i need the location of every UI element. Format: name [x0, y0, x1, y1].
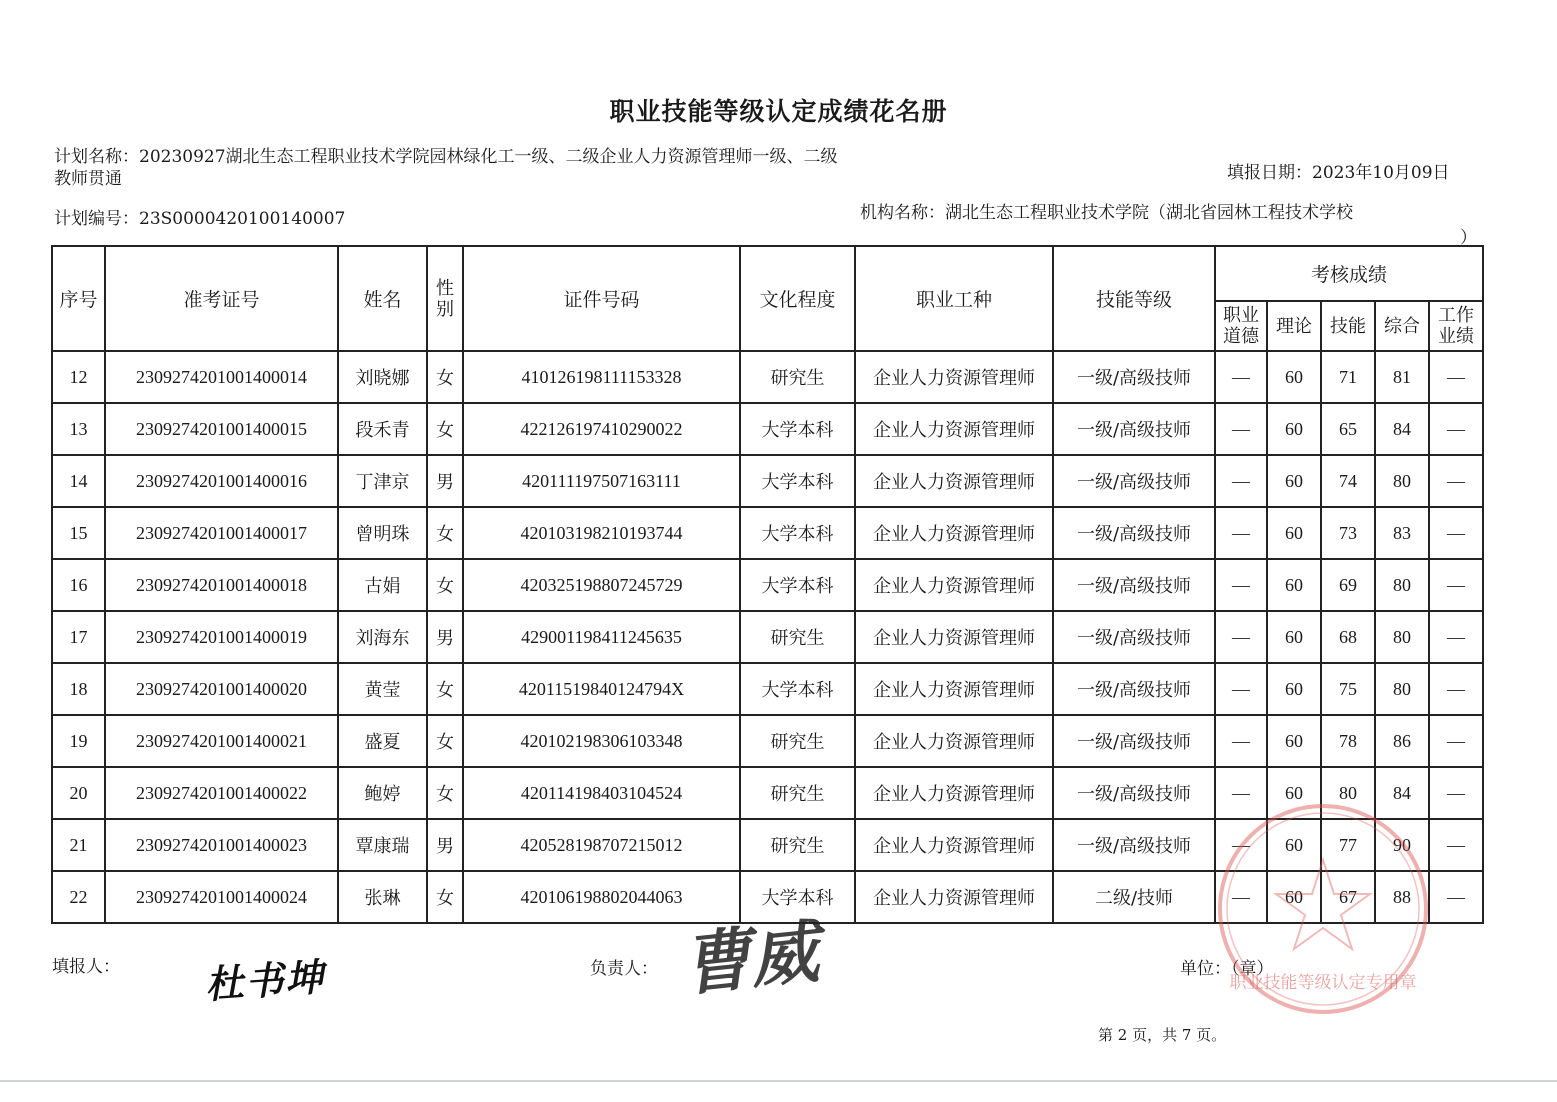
cell-id-no: 420102198306103348 [463, 715, 740, 767]
cell-gender: 男 [427, 819, 463, 871]
cell-ticket: 2309274201001400016 [105, 455, 338, 507]
cell-id-no: 410126198111153328 [463, 351, 740, 403]
cell-ethics: — [1215, 507, 1267, 559]
cell-education: 大学本科 [740, 871, 855, 923]
cell-work: — [1429, 715, 1483, 767]
table-row [52, 559, 1483, 611]
cell-overall: 84 [1375, 767, 1429, 819]
cell-skill: 69 [1321, 559, 1375, 611]
cell-ethics: — [1215, 663, 1267, 715]
cell-seq: 16 [52, 559, 105, 611]
table-row [52, 663, 1483, 715]
cell-theory: 60 [1267, 559, 1321, 611]
header-id-no: 证件号码 [463, 246, 740, 351]
cell-id-no: 429001198411245635 [463, 611, 740, 663]
cell-overall: 84 [1375, 403, 1429, 455]
cell-id-no: 420103198210193744 [463, 507, 740, 559]
cell-education: 大学本科 [740, 403, 855, 455]
cell-gender: 女 [427, 559, 463, 611]
cell-ethics: — [1215, 819, 1267, 871]
cell-occupation: 企业人力资源管理师 [855, 819, 1053, 871]
cell-work: — [1429, 559, 1483, 611]
cell-skill: 71 [1321, 351, 1375, 403]
cell-gender: 女 [427, 403, 463, 455]
head-label: 负责人： [590, 959, 658, 979]
score-roster-table [51, 245, 1484, 924]
cell-occupation: 企业人力资源管理师 [855, 611, 1053, 663]
cell-gender: 女 [427, 871, 463, 923]
cell-skill: 73 [1321, 507, 1375, 559]
header-education: 文化程度 [740, 246, 855, 351]
cell-gender: 女 [427, 507, 463, 559]
cell-theory: 60 [1267, 611, 1321, 663]
filler-signature: 杜书坤 [203, 953, 327, 1008]
cell-overall: 88 [1375, 871, 1429, 923]
cell-skill: 68 [1321, 611, 1375, 663]
plan-code: 计划编号：23S0000420100140007 [54, 209, 346, 229]
cell-seq: 14 [52, 455, 105, 507]
table-row [52, 507, 1483, 559]
cell-work: — [1429, 871, 1483, 923]
cell-ticket: 2309274201001400019 [105, 611, 338, 663]
cell-level: 一级/高级技师 [1053, 819, 1215, 871]
cell-id-no: 42011519840124794X [463, 663, 740, 715]
cell-skill: 78 [1321, 715, 1375, 767]
cell-gender: 女 [427, 351, 463, 403]
cell-ethics: — [1215, 351, 1267, 403]
cell-work: — [1429, 403, 1483, 455]
table-row [52, 611, 1483, 663]
cell-overall: 90 [1375, 819, 1429, 871]
cell-gender: 女 [427, 663, 463, 715]
cell-work: — [1429, 507, 1483, 559]
cell-occupation: 企业人力资源管理师 [855, 403, 1053, 455]
cell-name: 覃康瑞 [338, 819, 427, 871]
cell-level: 一级/高级技师 [1053, 767, 1215, 819]
cell-ethics: — [1215, 559, 1267, 611]
cell-overall: 80 [1375, 559, 1429, 611]
cell-theory: 60 [1267, 819, 1321, 871]
cell-seq: 22 [52, 871, 105, 923]
cell-id-no: 420111197507163111 [463, 455, 740, 507]
cell-level: 一级/高级技师 [1053, 351, 1215, 403]
header-occupation: 职业工种 [855, 246, 1053, 351]
cell-occupation: 企业人力资源管理师 [855, 351, 1053, 403]
header-overall: 综合 [1375, 301, 1429, 351]
cell-occupation: 企业人力资源管理师 [855, 715, 1053, 767]
cell-ticket: 2309274201001400023 [105, 819, 338, 871]
cell-id-no: 420106198802044063 [463, 871, 740, 923]
cell-work: — [1429, 767, 1483, 819]
cell-education: 研究生 [740, 767, 855, 819]
cell-overall: 81 [1375, 351, 1429, 403]
cell-level: 二级/技师 [1053, 871, 1215, 923]
cell-theory: 60 [1267, 663, 1321, 715]
header-name: 姓名 [338, 246, 427, 351]
cell-name: 刘晓娜 [338, 351, 427, 403]
cell-seq: 20 [52, 767, 105, 819]
cell-name: 黄莹 [338, 663, 427, 715]
cell-seq: 15 [52, 507, 105, 559]
header-scores: 考核成绩 [1215, 246, 1483, 301]
cell-gender: 男 [427, 455, 463, 507]
cell-name: 鲍婷 [338, 767, 427, 819]
header-level: 技能等级 [1053, 246, 1215, 351]
cell-seq: 17 [52, 611, 105, 663]
cell-ticket: 2309274201001400014 [105, 351, 338, 403]
cell-occupation: 企业人力资源管理师 [855, 767, 1053, 819]
unit-label: 单位：（章） [1180, 959, 1274, 979]
cell-gender: 女 [427, 715, 463, 767]
page-title: 职业技能等级认定成绩花名册 [609, 97, 948, 126]
cell-education: 大学本科 [740, 507, 855, 559]
header-ticket: 准考证号 [105, 246, 338, 351]
cell-id-no: 420325198807245729 [463, 559, 740, 611]
table-row [52, 455, 1483, 507]
cell-ethics: — [1215, 403, 1267, 455]
table-row [52, 351, 1483, 403]
cell-education: 研究生 [740, 351, 855, 403]
cell-theory: 60 [1267, 403, 1321, 455]
cell-occupation: 企业人力资源管理师 [855, 871, 1053, 923]
cell-theory: 60 [1267, 507, 1321, 559]
cell-seq: 18 [52, 663, 105, 715]
cell-overall: 80 [1375, 611, 1429, 663]
cell-name: 张琳 [338, 871, 427, 923]
cell-level: 一级/高级技师 [1053, 455, 1215, 507]
cell-work: — [1429, 819, 1483, 871]
cell-id-no: 420528198707215012 [463, 819, 740, 871]
cell-ticket: 2309274201001400020 [105, 663, 338, 715]
cell-name: 丁津京 [338, 455, 427, 507]
cell-name: 刘海东 [338, 611, 427, 663]
cell-theory: 60 [1267, 715, 1321, 767]
cell-name: 曾明珠 [338, 507, 427, 559]
cell-education: 大学本科 [740, 663, 855, 715]
cell-gender: 女 [427, 767, 463, 819]
table-row [52, 819, 1483, 871]
cell-gender: 男 [427, 611, 463, 663]
cell-theory: 60 [1267, 351, 1321, 403]
cell-ethics: — [1215, 871, 1267, 923]
cell-theory: 60 [1267, 455, 1321, 507]
cell-name: 古娟 [338, 559, 427, 611]
cell-skill: 75 [1321, 663, 1375, 715]
cell-seq: 19 [52, 715, 105, 767]
fill-date: 填报日期：2023年10月09日 [1227, 163, 1450, 183]
cell-ticket: 2309274201001400024 [105, 871, 338, 923]
cell-ethics: — [1215, 455, 1267, 507]
cell-overall: 80 [1375, 663, 1429, 715]
roster-body [52, 351, 1483, 923]
cell-ticket: 2309274201001400018 [105, 559, 338, 611]
cell-work: — [1429, 351, 1483, 403]
cell-work: — [1429, 611, 1483, 663]
cell-skill: 67 [1321, 871, 1375, 923]
plan-name: 计划名称：20230927湖北生态工程职业技术学院园林绿化工一级、二级企业人力资源管理师一级、二级教师贯通 [54, 147, 838, 189]
head-signature: 曹威 [678, 912, 823, 1006]
cell-ethics: — [1215, 715, 1267, 767]
cell-occupation: 企业人力资源管理师 [855, 455, 1053, 507]
table-row [52, 715, 1483, 767]
header-ethics: 职业道德 [1215, 301, 1267, 351]
cell-education: 大学本科 [740, 559, 855, 611]
cell-work: — [1429, 455, 1483, 507]
cell-skill: 65 [1321, 403, 1375, 455]
cell-overall: 83 [1375, 507, 1429, 559]
cell-seq: 13 [52, 403, 105, 455]
cell-level: 一级/高级技师 [1053, 663, 1215, 715]
cell-skill: 77 [1321, 819, 1375, 871]
cell-occupation: 企业人力资源管理师 [855, 559, 1053, 611]
page-bottom-line [0, 1080, 1557, 1082]
cell-education: 研究生 [740, 715, 855, 767]
cell-level: 一级/高级技师 [1053, 403, 1215, 455]
cell-occupation: 企业人力资源管理师 [855, 663, 1053, 715]
table-row [52, 767, 1483, 819]
org-name: 机构名称：湖北生态工程职业技术学院（湖北省园林工程技术学校 [860, 203, 1353, 223]
cell-ticket: 2309274201001400021 [105, 715, 338, 767]
cell-ethics: — [1215, 767, 1267, 819]
cell-overall: 80 [1375, 455, 1429, 507]
cell-theory: 60 [1267, 871, 1321, 923]
cell-education: 研究生 [740, 819, 855, 871]
cell-education: 大学本科 [740, 455, 855, 507]
cell-work: — [1429, 663, 1483, 715]
filler-label: 填报人： [52, 957, 120, 977]
header-theory: 理论 [1267, 301, 1321, 351]
cell-theory: 60 [1267, 767, 1321, 819]
cell-education: 研究生 [740, 611, 855, 663]
cell-ticket: 2309274201001400022 [105, 767, 338, 819]
cell-ticket: 2309274201001400015 [105, 403, 338, 455]
header-work: 工作业绩 [1429, 301, 1483, 351]
header-gender: 性别 [427, 246, 463, 351]
cell-id-no: 422126197410290022 [463, 403, 740, 455]
cell-occupation: 企业人力资源管理师 [855, 507, 1053, 559]
cell-seq: 21 [52, 819, 105, 871]
cell-level: 一级/高级技师 [1053, 611, 1215, 663]
cell-skill: 74 [1321, 455, 1375, 507]
cell-id-no: 420114198403104524 [463, 767, 740, 819]
cell-level: 一级/高级技师 [1053, 507, 1215, 559]
cell-name: 盛夏 [338, 715, 427, 767]
cell-overall: 86 [1375, 715, 1429, 767]
table-row [52, 403, 1483, 455]
cell-skill: 80 [1321, 767, 1375, 819]
cell-level: 一级/高级技师 [1053, 715, 1215, 767]
cell-name: 段禾青 [338, 403, 427, 455]
cell-ticket: 2309274201001400017 [105, 507, 338, 559]
cell-level: 一级/高级技师 [1053, 559, 1215, 611]
seal-text: 职业技能等级认定专用章 [1229, 973, 1417, 993]
cell-seq: 12 [52, 351, 105, 403]
org-name-tail: ） [1460, 228, 1477, 248]
header-seq: 序号 [52, 246, 105, 351]
page-number: 第 2 页，共 7 页。 [1098, 1026, 1227, 1044]
cell-ethics: — [1215, 611, 1267, 663]
header-skill: 技能 [1321, 301, 1375, 351]
